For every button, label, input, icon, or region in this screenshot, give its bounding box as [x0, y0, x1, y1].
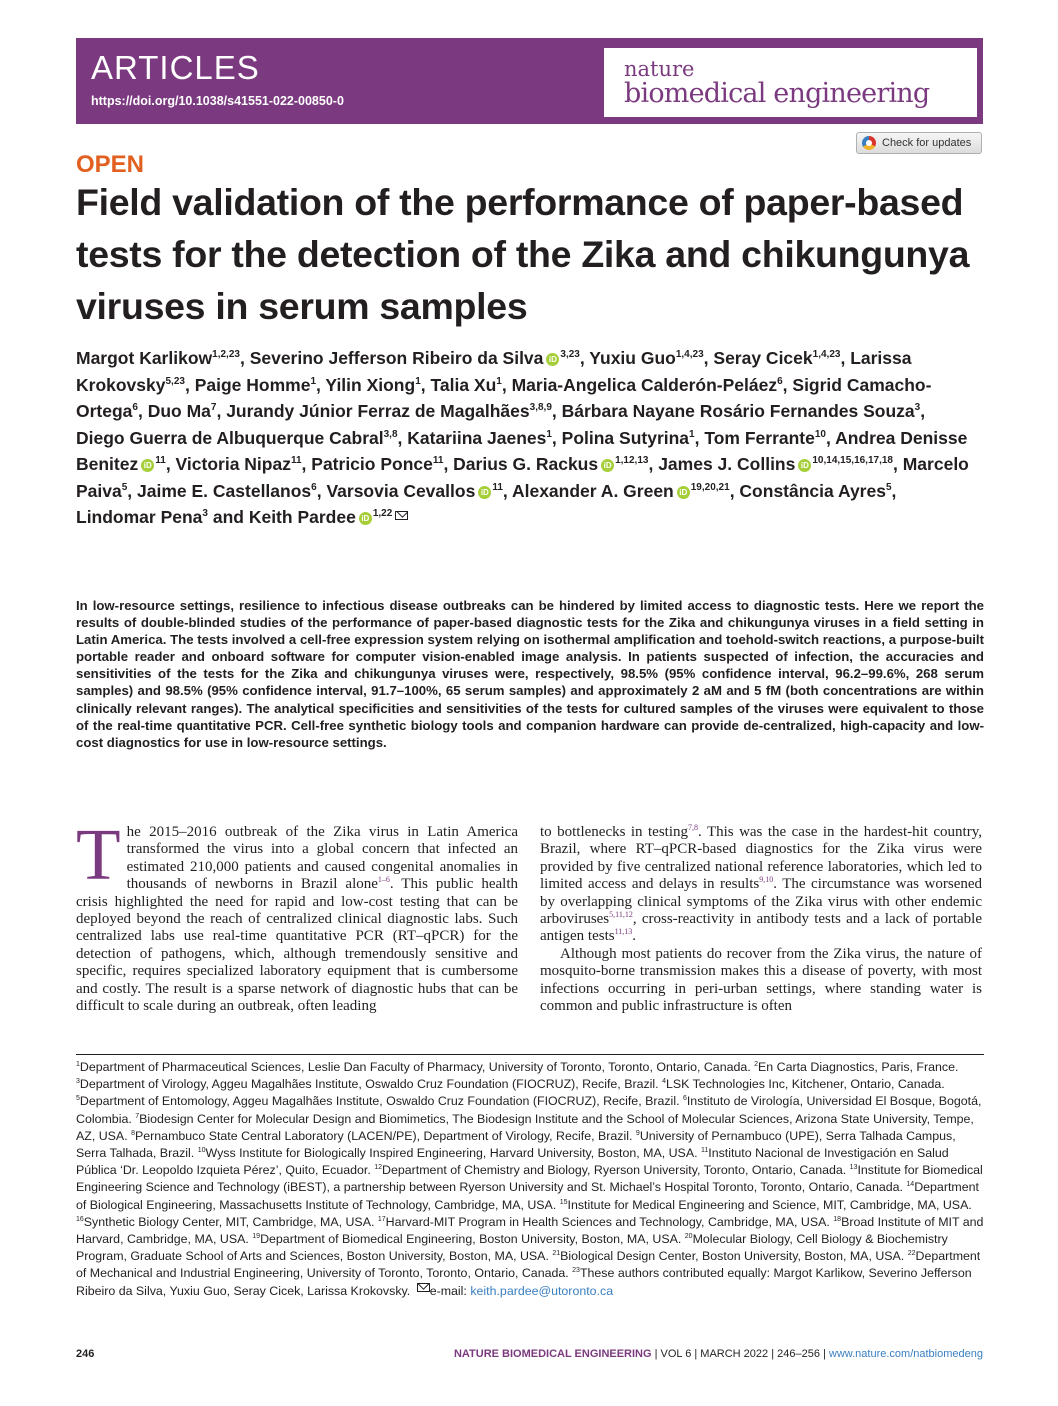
affiliation-number: 22	[907, 1250, 916, 1258]
reference-citation[interactable]: 7,8	[688, 823, 699, 832]
author-affiliation-marker: 10	[814, 428, 826, 440]
author-affiliation-marker: 3,23	[560, 349, 580, 361]
author-affiliation-marker: 1,12,13	[615, 455, 649, 467]
author-affiliation-marker: 10,14,15,16,17,18	[812, 455, 893, 467]
author-affiliation-marker: 6	[777, 375, 783, 387]
affiliation-text: Department of Biological Engineering, Massachusetts Institute of Technology, Cambridge, MA, USA.	[76, 1180, 979, 1212]
author-affiliation-marker: 19,20,21	[690, 481, 730, 493]
author-name[interactable]: Larissa Krokovsky	[76, 348, 912, 395]
affiliation-number: 7	[135, 1112, 140, 1120]
reference-citation[interactable]: 1–6	[377, 875, 390, 885]
author-name[interactable]: Katariina Jaenes	[407, 427, 547, 448]
open-access-label: OPEN	[76, 151, 145, 178]
author-separator: ,	[165, 454, 176, 474]
author-separator: ,	[826, 427, 836, 448]
author-name[interactable]: Darius G. Rackus	[453, 454, 599, 474]
email-icon	[417, 1283, 430, 1292]
author-affiliation-marker: 1	[415, 375, 421, 387]
author-separator: ,	[648, 454, 659, 474]
author-separator: ,	[920, 401, 926, 421]
reference-citation[interactable]: 11,13	[614, 927, 633, 937]
affiliation-number: 18	[833, 1215, 842, 1223]
author-name[interactable]: Jurandy Júnior Ferraz de Magalhães	[226, 401, 530, 421]
affiliation-number: 17	[377, 1215, 386, 1223]
author-affiliation-marker: 1	[496, 375, 502, 387]
footer-journal-name: NATURE BIOMEDICAL ENGINEERING	[453, 1348, 652, 1360]
article-title: Field validation of the performance of paper-based tests for the detection of the Zika and chikungunya viruses in serum samples	[76, 181, 970, 327]
author-name[interactable]: Victoria Nipaz	[175, 454, 291, 474]
author-affiliation-marker: 3	[202, 508, 208, 520]
affiliation-text: Synthetic Biology Center, MIT, Cambridge, MA, USA.	[83, 1214, 378, 1229]
affiliation-text: En Carta Diagnostics, Paris, France.	[758, 1060, 959, 1074]
author-name[interactable]: Yilin Xiong	[325, 374, 416, 395]
affiliation-number: 16	[76, 1215, 84, 1223]
author-separator: ,	[184, 374, 195, 395]
body-text: he 2015–2016 outbreak of the Zika virus in Latin America transformed the virus into a global concern that infected an estimated 210,000 patients and caused congenital anomalies in thousands of newborns in Brazil alone	[126, 824, 518, 893]
affiliation-text: Department of Entomology, Aggeu Magalhães Institute, Oswaldo Cruz Foundation (FIOCRUZ), Recife, Brazil.	[79, 1094, 683, 1109]
author-name[interactable]: Maria-Angelica Calderón-Peláez	[511, 374, 778, 395]
footer-volume-info: | VOL 6 | MARCH 2022 | 246–256 |	[651, 1348, 829, 1360]
affiliation-number: 3	[76, 1078, 80, 1086]
author-separator: ,	[443, 454, 454, 474]
author-affiliation-marker: 11	[492, 481, 503, 493]
crossmark-icon	[862, 136, 876, 150]
author-affiliation-marker: 11	[432, 455, 444, 467]
affiliation-number: 14	[906, 1181, 915, 1189]
author-separator: ,	[579, 348, 590, 368]
corresponding-email-link[interactable]: keith.pardee@utoronto.ca	[470, 1283, 614, 1298]
author-name[interactable]: Bárbara Nayane Rosário Fernandes Souza	[561, 401, 915, 421]
section-label: ARTICLES	[91, 49, 260, 86]
affiliation-text: Harvard-MIT Program in Health Sciences and Technology, Cambridge, MA, USA.	[385, 1214, 834, 1229]
article-header-band	[76, 38, 983, 124]
author-separator: ,	[551, 401, 562, 421]
author-name[interactable]: James J. Collins	[658, 454, 796, 474]
affiliation-text: Department of Biomedical Engineering, Boston University, Boston, MA, USA.	[260, 1232, 685, 1247]
body-text: . This was the case in the hardest-hit country, Brazil, where RT–qPCR-based diagnostics for the Zika virus were provided by five centralized national reference laboratories, which led to limited access and delays in results	[540, 824, 982, 893]
author-affiliation-marker: 6	[311, 481, 317, 493]
orcid-icon[interactable]: iD	[141, 459, 154, 472]
orcid-icon[interactable]: iD	[798, 459, 811, 472]
affiliation-number: 1	[76, 1060, 80, 1068]
author-name[interactable]: Severino Jefferson Ribeiro da Silva	[249, 348, 544, 368]
body-text: to bottlenecks in testing	[540, 824, 689, 840]
author-name[interactable]: Yuxiu Guo	[589, 348, 676, 368]
author-name[interactable]: Lindomar Pena	[76, 507, 203, 527]
email-icon[interactable]	[395, 511, 408, 520]
author-affiliation-marker: 3	[914, 402, 921, 414]
affiliation-text: Biodesign Center for Molecular Design and Biomimetics, The Biodesign Institute and the School of Molecular Sciences, Arizona State University, Tempe, AZ, USA.	[76, 1111, 974, 1143]
reference-citation[interactable]: 9,10	[759, 875, 774, 885]
affiliation-text: University of Pernambuco (UPE), Serra Talhada Campus, Serra Talhada, Brazil.	[76, 1128, 956, 1161]
body-paragraph	[540, 824, 982, 946]
author-affiliation-marker: 3,8,9	[529, 402, 552, 414]
author-separator: ,	[782, 374, 793, 395]
affiliation-text: Pernambuco State Central Laboratory (LACEN/PE), Department of Virology, Recife, Brazil.	[135, 1128, 636, 1143]
affiliation-text: LSK Technologies Inc, Kitchener, Ontario, Canada.	[665, 1077, 945, 1092]
author-separator: ,	[703, 348, 714, 368]
author-name[interactable]: Seray Cicek	[713, 348, 813, 368]
reference-citation[interactable]: 5,11,12	[609, 910, 633, 920]
affiliation-number: 15	[559, 1198, 568, 1206]
author-separator: ,	[137, 401, 148, 421]
author-name[interactable]: Sigrid Camacho-Ortega	[76, 374, 932, 421]
author-name[interactable]: Marcelo Paiva	[76, 454, 969, 501]
author-affiliation-marker: 1,4,23	[812, 349, 841, 361]
affiliation-number: 9	[635, 1129, 640, 1137]
affiliation-text: Institute for Medical Engineering and Science, MIT, Cambridge, MA, USA.	[567, 1197, 972, 1212]
author-name[interactable]: Tom Ferrante	[704, 427, 815, 448]
drop-cap: T	[76, 814, 121, 895]
body-column-right	[540, 824, 982, 1015]
author-separator: ,	[501, 374, 512, 395]
author-affiliation-marker: 6	[132, 402, 138, 414]
author-name[interactable]: Constância Ayres	[739, 480, 886, 501]
author-name[interactable]: Alexander A. Green	[511, 480, 674, 501]
affiliation-text: Department of Pharmaceutical Sciences, Leslie Dan Faculty of Pharmacy, University of Toronto, Toronto, Ontario, Canada.	[79, 1060, 755, 1074]
author-affiliation-marker: 5,23	[165, 375, 185, 387]
body-column-left	[76, 814, 518, 1015]
affiliation-number: 5	[76, 1095, 80, 1103]
author-affiliation-marker: 1,2,23	[212, 349, 240, 361]
affiliation-number: 19	[252, 1232, 261, 1240]
affiliation-text: Department of Mechanical and Industrial Engineering, University of Toronto, Toronto, Ontario, Canada.	[76, 1249, 981, 1281]
author-name[interactable]: Varsovia Cevallos	[326, 480, 476, 501]
author-name[interactable]: Talia Xu	[430, 374, 497, 395]
affiliation-text: Department of Virology, Aggeu Magalhães Institute, Oswaldo Cruz Foundation (FIOCRUZ), Recife, Brazil.	[79, 1077, 663, 1092]
affiliation-number: 11	[700, 1146, 709, 1154]
author-name[interactable]: Diego Guerra de Albuquerque Cabral	[76, 427, 384, 448]
author-name[interactable]: Paige Homme	[194, 374, 311, 395]
affiliations	[76, 1059, 984, 1300]
author-separator: ,	[729, 480, 740, 501]
affiliation-text: Instituto Nacional de Investigación en Salud Pública ‘Dr. Leopoldo Izquieta Pérez’, Quito, Ecuador.	[76, 1146, 949, 1178]
author-affiliation-marker: 5	[121, 481, 128, 493]
affiliation-text: Department of Chemistry and Biology, Ryerson University, Toronto, Ontario, Canada.	[382, 1163, 850, 1178]
orcid-icon[interactable]: iD	[546, 353, 559, 366]
author-affiliation-marker: 1	[310, 375, 316, 387]
check-for-updates-button[interactable]	[856, 132, 982, 154]
affiliation-number: 10	[197, 1146, 206, 1154]
page-number: 246	[76, 1348, 95, 1360]
author-name[interactable]: Polina Sutyrina	[561, 427, 690, 448]
author-separator: ,	[551, 427, 562, 448]
author-separator: ,	[420, 374, 431, 395]
author-affiliation-marker: 11	[155, 455, 166, 467]
body-text: .	[632, 928, 637, 945]
author-separator: ,	[397, 427, 408, 448]
body-text: . This public health crisis highlighted the need for rapid and low-cost testing that can be deployed beyond the reach of centralized clinical diagnostic labs. Such centralized labs use real-time quantitative PCR (RT–qPCR) for the detection of pathogens, which, although tremendously sensitive and specific, requires specialized laboratory equipment that is cumbersome and costly. The result is a sparse network of diagnostic hubs that can be difficult to scale during an outbreak, often leading	[76, 876, 518, 1015]
author-name[interactable]: Duo Ma	[147, 401, 211, 421]
author-separator: ,	[216, 401, 227, 421]
author-affiliation-marker: 1	[689, 428, 695, 440]
affiliation-number: 23	[572, 1267, 580, 1275]
author-separator: ,	[301, 454, 312, 474]
author-separator: ,	[893, 454, 903, 474]
author-separator: ,	[502, 480, 512, 501]
affiliation-number: 21	[552, 1250, 561, 1258]
affiliation-text: These authors contributed equally: Margot Karlikow, Severino Jefferson Ribeiro da Silva, Yuxiu Guo, Seray Cicek, Larissa Krokovsky.	[76, 1266, 972, 1298]
affiliation-number: 8	[131, 1129, 135, 1137]
doi-link[interactable]: https://doi.org/10.1038/s41551-022-00850-0	[91, 94, 344, 108]
affiliation-number: 13	[849, 1164, 858, 1172]
orcid-icon[interactable]: iD	[677, 486, 690, 499]
author-name[interactable]: Jaime E. Castellanos	[137, 480, 312, 501]
author-name[interactable]: Patricio Ponce	[311, 454, 433, 474]
orcid-icon[interactable]: iD	[478, 486, 491, 499]
author-affiliation-marker: 1,4,23	[675, 349, 704, 361]
author-separator: ,	[891, 480, 897, 501]
author-name[interactable]: Margot Karlikow	[76, 348, 213, 368]
affiliation-text: Biological Design Center, Boston University, Boston, MA, USA.	[560, 1249, 908, 1264]
journal-logo-nature: nature	[624, 57, 695, 81]
affiliation-number: 20	[684, 1232, 693, 1240]
footer-citation	[454, 1348, 983, 1360]
affiliation-number: 6	[682, 1095, 687, 1103]
footer-journal-url[interactable]: www.nature.com/natbiomedeng	[828, 1348, 983, 1360]
affiliation-number: 2	[754, 1060, 759, 1068]
affiliations-divider	[76, 1054, 984, 1055]
orcid-icon[interactable]: iD	[601, 459, 614, 472]
author-separator: ,	[239, 348, 250, 368]
author-separator: ,	[694, 427, 705, 448]
orcid-icon[interactable]: iD	[359, 512, 372, 525]
journal-logo-name: biomedical engineering	[624, 78, 930, 109]
author-affiliation-marker: 5	[885, 481, 892, 493]
author-affiliation-marker: 1	[546, 428, 552, 440]
author-separator: and	[207, 507, 249, 527]
abstract: In low-resource settings, resilience to infectious disease outbreaks can be hindered by limited access to diagnostic tests. Here we report the results of double-blinded studies of the performance of paper-based diagnostic tests for the Zika and chikungunya viruses in a field setting in Latin America. The tests involved a cell-free expression system relying on isothermal amplification and toehold-switch reactions, a purpose-built portable reader and onboard software for computer vision-enabled image analysis. In patients suspected of infection, the accuracies and sensitivities of the tests for the Zika and chikungunya viruses were, respectively, 98.5% (95% confidence interval, 96.2–99.6%, 268 serum samples) and 98.5% (95% confidence interval, 91.7–100%, 65 serum samples) and approximately 2 aM and 5 fM (both concentrations are within clinically relevant ranges). The analytical specificities and sensitivities of the tests for cultured samples of the viruses were equivalent to those of the real-time quantitative PCR. Cell-free synthetic biology tools and companion hardware can provide de-centralized, high-capacity and low-cost diagnostics for use in low-resource settings.	[76, 598, 984, 750]
body-paragraph: Although most patients do recover from the Zika virus, the nature of mosquito-borne transmission makes this a disease of poverty, with most infections occurring in peri-urban settings, where standing water is common and public infrastructure is often	[540, 945, 982, 1015]
body-text: . The circumstance was worsened by overlapping clinical symptoms of the Zika virus with other endemic arboviruses	[540, 876, 983, 928]
author-separator: ,	[127, 480, 138, 501]
author-separator: ,	[316, 374, 326, 395]
affiliation-text: Instituto de Virología, Universidad El Bosque, Bogotá, Colombia.	[76, 1094, 982, 1126]
affiliation-text: Broad Institute of MIT and Harvard, Cambridge, MA, USA.	[76, 1214, 984, 1247]
author-affiliation-marker: 11	[290, 455, 302, 467]
author-affiliation-marker: 1,22	[372, 508, 393, 520]
author-separator: ,	[840, 348, 851, 368]
affiliation-text: Institute for Biomedical Engineering Science and Technology (iBEST), a partnership between Ryerson University and St. Michael’s Hospital Toronto, Toronto, Ontario, Canada.	[76, 1163, 983, 1195]
affiliation-number: 4	[662, 1078, 666, 1086]
affiliation-text: Molecular Biology, Cell Biology & Biochemistry Program, Graduate School of Arts and Sciences, Boston University, Boston, MA, USA.	[76, 1232, 948, 1264]
author-affiliation-marker: 3,8	[383, 428, 398, 440]
author-list	[76, 345, 976, 531]
journal-logo	[604, 48, 977, 117]
author-affiliation-marker: 7	[210, 402, 217, 414]
affiliation-number: 12	[374, 1164, 383, 1172]
author-separator: ,	[316, 480, 327, 501]
affiliation-text: Wyss Institute for Biologically Inspired Engineering, Harvard University, Boston, MA, USA.	[205, 1146, 701, 1161]
body-text: , cross-reactivity in antibody tests and a lack of portable antigen tests	[540, 911, 982, 945]
check-for-updates-label: Check for updates	[882, 137, 972, 149]
author-name[interactable]: Andrea Denisse Benitez	[76, 427, 968, 474]
email-label: e-mail:	[429, 1283, 471, 1298]
author-name[interactable]: Keith Pardee	[248, 507, 356, 527]
